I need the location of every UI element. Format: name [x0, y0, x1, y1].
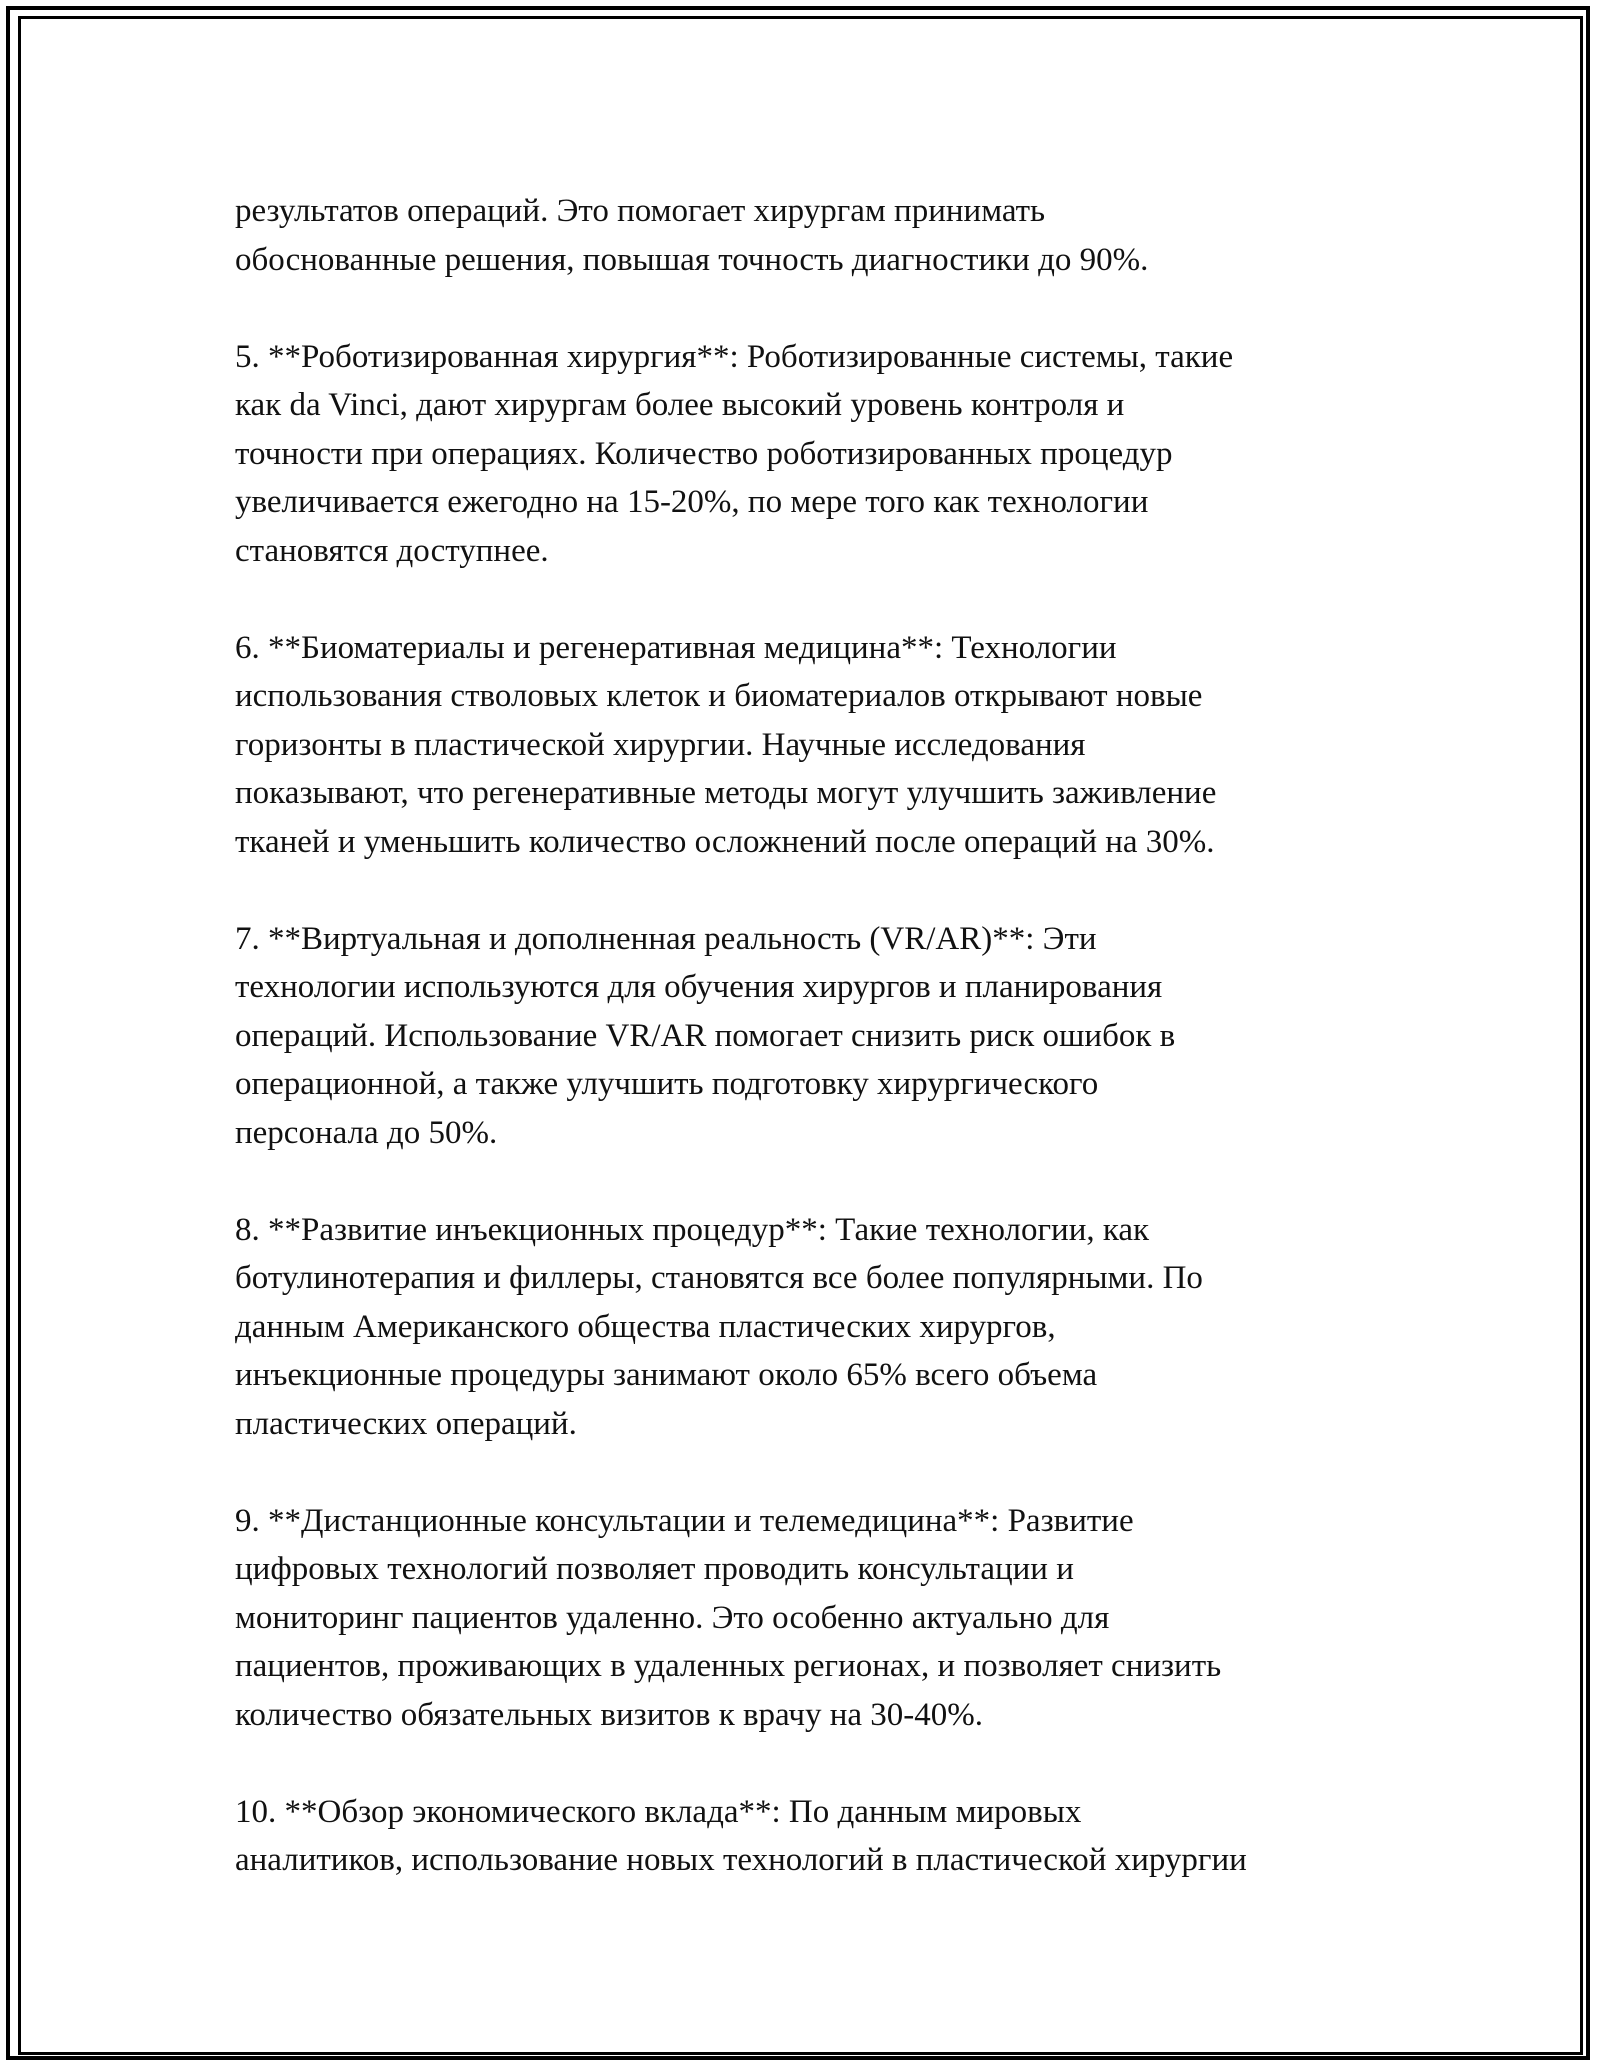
text-line: 7. **Виртуальная и дополненная реальность (VR/AR)**: Эти: [235, 920, 1097, 957]
text-line: мониторинг пациентов удаленно. Это особенно актуально для: [235, 1599, 1110, 1636]
text-line: операционной, а также улучшить подготовку хирургического: [235, 1066, 1099, 1102]
text-line: 9. **Дистанционные консультации и телемедицина**: Развитие: [235, 1502, 1134, 1539]
text-line: использования стволовых клеток и биоматериалов открывают новые: [235, 678, 1203, 714]
paragraph-continuation: [235, 187, 1375, 284]
text-line: ботулинотерапия и филлеры, становятся все более популярными. По: [235, 1260, 1203, 1296]
text-line: цифровых технологий позволяет проводить консультации и: [235, 1551, 1074, 1587]
text-line: обоснованные решения, повышая точность диагностики до 90%.: [235, 241, 1149, 278]
text-line: как da Vinci, дают хирургам более высокий уровень контроля и: [235, 387, 1125, 423]
text-line: 6. **Биоматериалы и регенеративная медицина**: Технологии: [235, 629, 1117, 666]
text-line: 8. **Развитие инъекционных процедур**: Такие технологии, как: [235, 1211, 1150, 1248]
text-line: становятся доступнее.: [235, 532, 549, 569]
text-line: технологии используются для обучения хирургов и планирования: [235, 969, 1163, 1005]
text-line: аналитиков, использование новых технологий в пластической хирургии: [235, 1842, 1247, 1878]
paragraph-item-10: [235, 1788, 1375, 1885]
text-line: показывают, что регенеративные методы могут улучшить заживление: [235, 775, 1217, 811]
text-line: тканей и уменьшить количество осложнений после операций на 30%.: [235, 823, 1215, 860]
text-line: 5. **Роботизированная хирургия**: Роботизированные системы, такие: [235, 338, 1234, 375]
text-line: персонала до 50%.: [235, 1114, 498, 1151]
paragraph-item-9: [235, 1497, 1375, 1740]
text-line: операций. Использование VR/AR помогает снизить риск ошибок в: [235, 1017, 1176, 1054]
text-line: увеличивается ежегодно на 15-20%, по мере того как технологии: [235, 484, 1149, 520]
document-body: [235, 187, 1375, 1933]
paragraph-item-6: [235, 624, 1375, 867]
paragraph-item-7: [235, 915, 1375, 1158]
text-line: количество обязательных визитов к врачу на 30-40%.: [235, 1696, 984, 1733]
text-line: точности при операциях. Количество роботизированных процедур: [235, 435, 1173, 472]
paragraph-item-5: [235, 333, 1375, 576]
text-line: пластических операций.: [235, 1405, 577, 1442]
text-line: результатов операций. Это помогает хирургам принимать: [235, 193, 1046, 229]
text-line: инъекционные процедуры занимают около 65% всего объема: [235, 1357, 1098, 1393]
text-line: 10. **Обзор экономического вклада**: По данным мировых: [235, 1793, 1082, 1830]
text-line: данным Американского общества пластических хирургов,: [235, 1308, 1056, 1345]
paragraph-item-8: [235, 1206, 1375, 1449]
text-line: пациентов, проживающих в удаленных регионах, и позволяет снизить: [235, 1648, 1222, 1684]
text-line: горизонты в пластической хирургии. Научные исследования: [235, 726, 1086, 763]
